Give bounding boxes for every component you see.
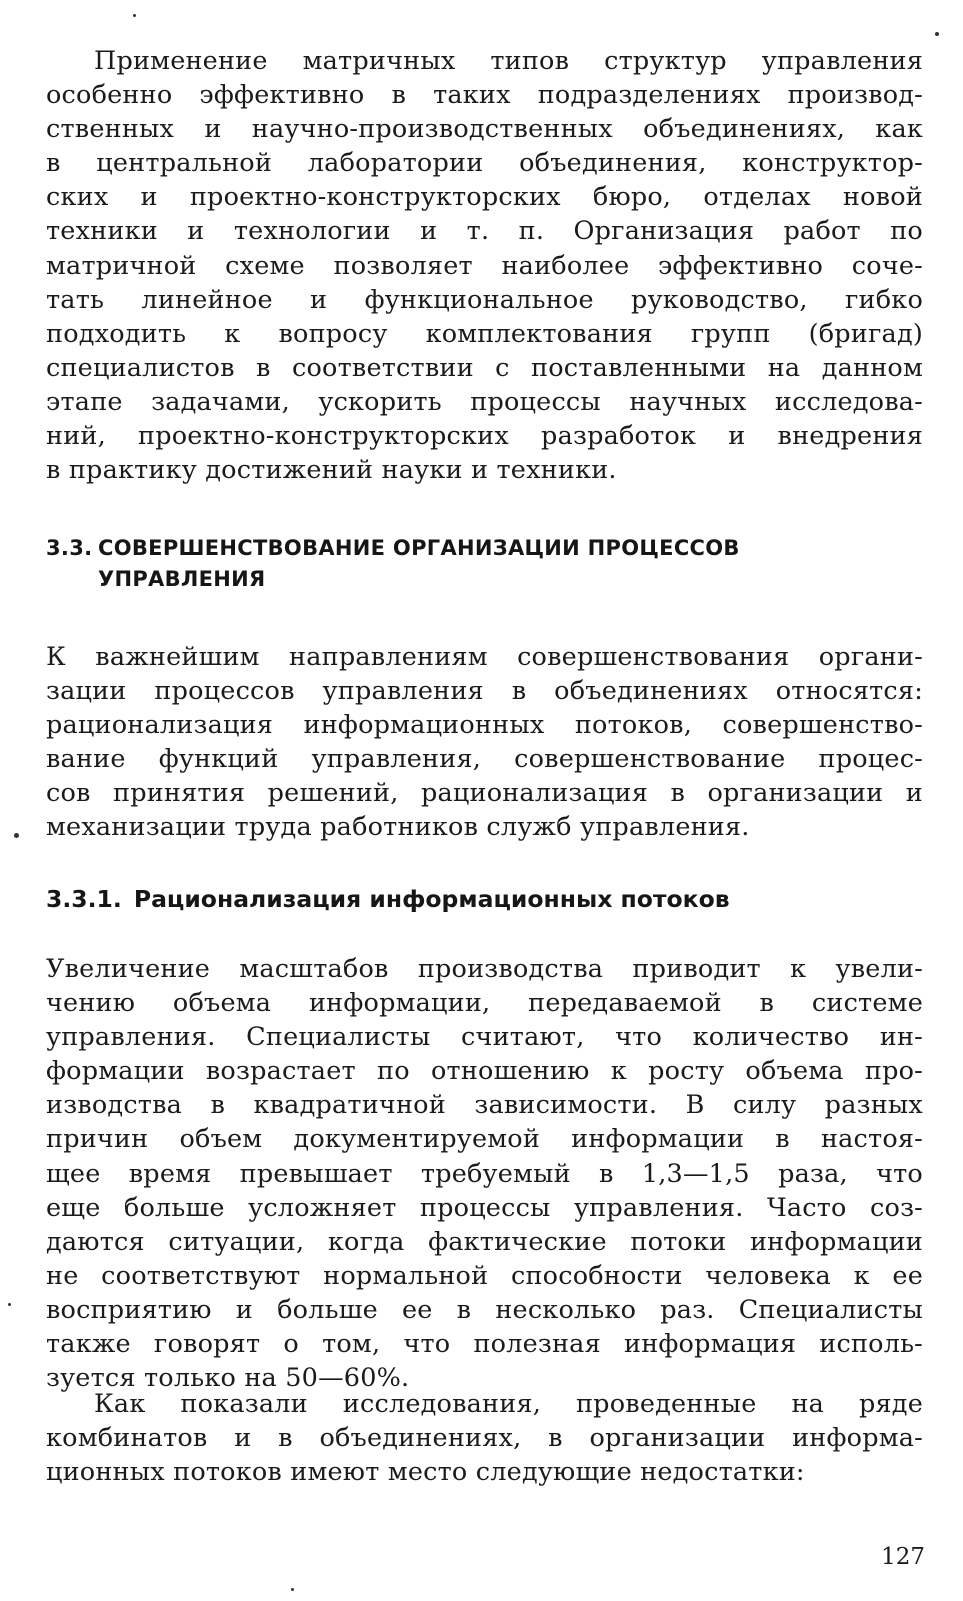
text-line: чению объема информации, передаваемой в системе bbox=[46, 988, 923, 1019]
section-title-line-1: СОВЕРШЕНСТВОВАНИЕ ОРГАНИЗАЦИИ ПРОЦЕССОВ bbox=[98, 536, 740, 560]
text-line: в практику достижений науки и техники. bbox=[46, 455, 617, 486]
text-line: рационализация информационных потоков, совершенство- bbox=[46, 710, 923, 741]
text-line: зации процессов управления в объединениях относятся: bbox=[46, 676, 923, 707]
text-line: также говорят о том, что полезная информация исполь- bbox=[46, 1329, 923, 1360]
text-line: специалистов в соответствии с поставленными на данном bbox=[46, 352, 923, 383]
paragraph-information-growth bbox=[46, 952, 923, 1395]
scan-speck bbox=[291, 1588, 294, 1591]
scan-speck bbox=[8, 1303, 11, 1306]
text-line: Применение матричных типов структур управления bbox=[94, 46, 923, 76]
subsection-heading bbox=[46, 884, 730, 914]
text-line: сов принятия решений, рационализация в организации и bbox=[46, 778, 923, 809]
paragraph-matrix-structures bbox=[46, 44, 923, 487]
text-line: формации возрастает по отношению к росту объема про- bbox=[46, 1056, 923, 1087]
text-line: матричной схеме позволяет наиболее эффективно соче- bbox=[46, 250, 923, 281]
scan-speck bbox=[935, 32, 939, 36]
text-line: изводства в квадратичной зависимости. В силу разных bbox=[46, 1090, 923, 1121]
text-line: ний, проектно-конструкторских разработок и внедрения bbox=[46, 421, 923, 452]
text-line: не соответствуют нормальной способности человека к ее bbox=[46, 1260, 923, 1291]
text-line: тать линейное и функциональное руководство, гибко bbox=[46, 284, 923, 315]
text-line: механизации труда работников служб управления. bbox=[46, 812, 750, 843]
text-line: даются ситуации, когда фактические потоки информации bbox=[46, 1226, 923, 1257]
text-line: в центральной лаборатории объединения, конструктор- bbox=[46, 148, 923, 179]
text-line: Как показали исследования, проведенные на ряде bbox=[94, 1389, 923, 1419]
text-line: щее время превышает требуемый в 1,3—1,5 раза, что bbox=[46, 1158, 923, 1189]
text-line: ственных и научно-производственных объединениях, как bbox=[46, 114, 923, 145]
text-line: Увеличение масштабов производства приводит к увели- bbox=[46, 954, 923, 984]
text-line: К важнейшим направлениям совершенствования органи- bbox=[46, 642, 923, 672]
section-heading bbox=[46, 533, 740, 595]
text-line: восприятию и больше ее в несколько раз. Специалисты bbox=[46, 1294, 923, 1325]
text-line: подходить к вопросу комплектования групп (бригад) bbox=[46, 318, 923, 349]
section-number: 3.3. bbox=[46, 536, 93, 560]
paragraph-research-findings bbox=[46, 1387, 923, 1489]
subsection-title: Рационализация информационных потоков bbox=[133, 885, 730, 913]
text-line: ционных потоков имеют место следующие недостатки: bbox=[46, 1457, 805, 1488]
text-line: комбинатов и в объединениях, в организации информа- bbox=[46, 1423, 923, 1454]
text-line: особенно эффективно в таких подразделениях производ- bbox=[46, 80, 923, 111]
text-line: техники и технологии и т. п. Организация работ по bbox=[46, 216, 923, 247]
text-line: причин объем документируемой информации в настоя- bbox=[46, 1124, 923, 1155]
scan-speck bbox=[133, 14, 136, 17]
section-title-line-2: УПРАВЛЕНИЯ bbox=[98, 567, 266, 591]
text-line: зуется только на 50—60%. bbox=[46, 1363, 410, 1394]
text-line: этапе задачами, ускорить процессы научных исследова- bbox=[46, 386, 923, 417]
scan-speck bbox=[14, 833, 19, 838]
page-number: 127 bbox=[881, 1544, 925, 1570]
paragraph-directions bbox=[46, 640, 923, 845]
subsection-number: 3.3.1. bbox=[46, 885, 122, 913]
text-line: ских и проектно-конструкторских бюро, отделах новой bbox=[46, 182, 923, 213]
text-line: вание функций управления, совершенствование процес- bbox=[46, 744, 923, 775]
text-line: еще больше усложняет процессы управления. Часто соз- bbox=[46, 1192, 923, 1223]
text-line: управления. Специалисты считают, что количество ин- bbox=[46, 1022, 923, 1053]
